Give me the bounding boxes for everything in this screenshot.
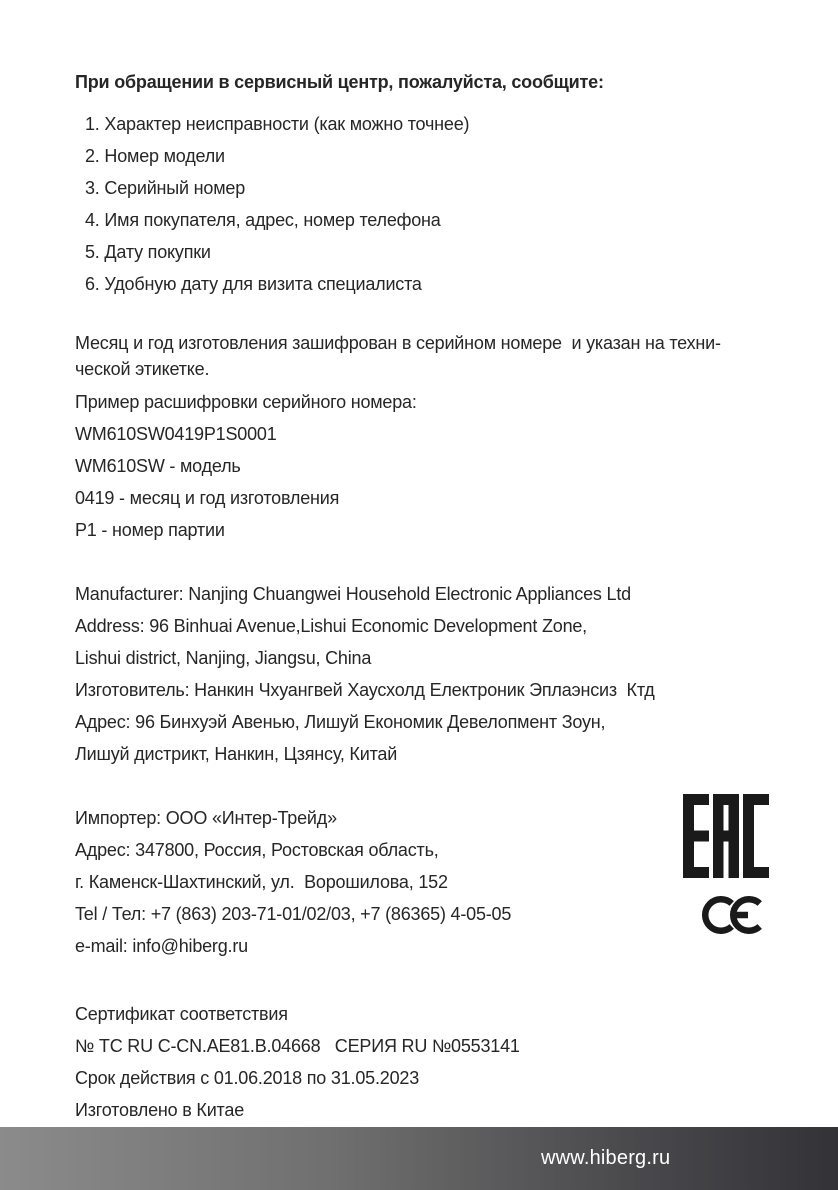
- manufacturer-line: Lishui district, Nanjing, Jiangsu, China: [75, 648, 372, 668]
- footer-bar: [0, 1127, 838, 1190]
- checklist-item: 5. Дату покупки: [85, 242, 211, 262]
- serial-batch-line: P1 - номер партии: [75, 520, 225, 540]
- manufacturer-section: [75, 578, 770, 770]
- ce-marking-icon: [701, 896, 783, 934]
- serial-paragraph-line: Месяц и год изготовления зашифрован в серийном номере и указан на техни-: [75, 333, 721, 353]
- manufacturer-line: Изготовитель: Нанкин Чхуангвей Хаусхолд Електроник Эплаэнсиз Ктд: [75, 680, 655, 700]
- serial-paragraph-line: ческой этикетке.: [75, 359, 210, 379]
- manufacturer-line: Адрес: 96 Бинхуэй Авенью, Лишуй Економик Девелопмент Зоун,: [75, 712, 606, 732]
- eac-conformity-icon: [683, 794, 783, 878]
- serial-example-label: Пример расшифровки серийного номера:: [75, 392, 417, 412]
- page-heading: При обращении в сервисный центр, пожалуйста, сообщите:: [75, 72, 604, 92]
- certificate-section: [75, 998, 770, 1126]
- certificate-title: Сертификат соответствия: [75, 1004, 288, 1024]
- serial-model-line: WM610SW - модель: [75, 456, 241, 476]
- manufacturer-line: Address: 96 Binhuai Avenue,Lishui Economic Development Zone,: [75, 616, 587, 636]
- importer-section: [75, 802, 770, 962]
- checklist-item: 3. Серийный номер: [85, 178, 246, 198]
- page-content: [75, 70, 770, 1126]
- checklist-item: 4. Имя покупателя, адрес, номер телефона: [85, 210, 441, 230]
- importer-line: Адрес: 347800, Россия, Ростовская область,: [75, 840, 439, 860]
- checklist-item: 6. Удобную дату для визита специалиста: [85, 274, 422, 294]
- conformity-marks: [683, 794, 783, 934]
- importer-email-line: e-mail: info@hiberg.ru: [75, 936, 248, 956]
- checklist-item: 1. Характер неисправности (как можно точнее): [85, 114, 470, 134]
- service-checklist: [75, 108, 770, 300]
- manufacturer-line: Manufacturer: Nanjing Chuangwei Household Electronic Appliances Ltd: [75, 584, 631, 604]
- footer-website-url: www.hiberg.ru: [541, 1147, 671, 1169]
- importer-line: Импортер: ООО «Интер-Трейд»: [75, 808, 337, 828]
- checklist-item: 2. Номер модели: [85, 146, 225, 166]
- manufacturer-line: Лишуй дистрикт, Нанкин, Цзянсу, Китай: [75, 744, 398, 764]
- importer-phone-line: Tel / Тел: +7 (863) 203-71-01/02/03, +7 (86365) 4-05-05: [75, 904, 512, 924]
- certificate-validity: Срок действия с 01.06.2018 по 31.05.2023: [75, 1068, 420, 1088]
- importer-line: г. Каменск-Шахтинский, ул. Ворошилова, 152: [75, 872, 448, 892]
- serial-number-example: WM610SW0419P1S0001: [75, 424, 277, 444]
- serial-number-section: [75, 330, 770, 546]
- certificate-number: № ТС RU C-CN.AE81.B.04668 СЕРИЯ RU №0553141: [75, 1036, 520, 1056]
- serial-date-line: 0419 - месяц и год изготовления: [75, 488, 340, 508]
- made-in-line: Изготовлено в Китае: [75, 1100, 245, 1120]
